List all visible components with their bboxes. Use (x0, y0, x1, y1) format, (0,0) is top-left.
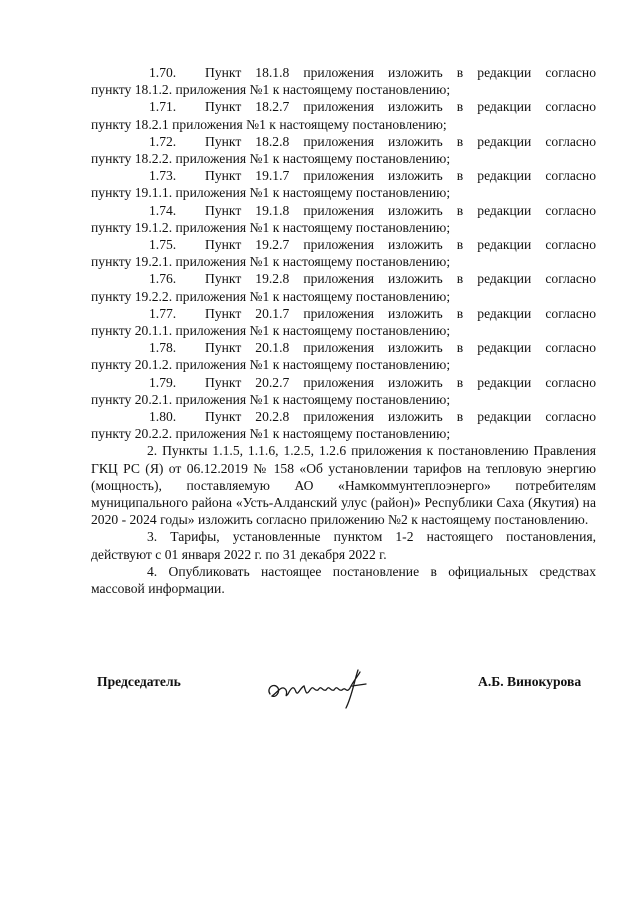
amendment-item-first-line (91, 374, 596, 391)
amendment-items-list (91, 64, 596, 442)
amendment-item-first-line (91, 339, 596, 356)
item-text-line2: пункту 19.2.2. приложения №1 к настоящему постановлению; (91, 288, 451, 304)
amendment-item-first-line (91, 270, 596, 287)
item-text-line1: Пункт 18.2.8 приложения изложить в редакции согласно (205, 133, 596, 149)
amendment-item (91, 202, 596, 236)
item-text-line2: пункту 20.2.2. приложения №1 к настоящему постановлению; (91, 426, 451, 442)
handwritten-signature (262, 662, 382, 712)
item-text-line2: пункту 19.2.1. приложения №1 к настоящему постановлению; (91, 254, 451, 270)
paragraph-3: 3. Тарифы, установленные пунктом 1-2 настоящего постановления, действуют с 01 января 2022 г. по 31 декабря 2022 г. (91, 529, 596, 562)
amendment-item (91, 133, 596, 167)
item-number: 1.79. (149, 374, 177, 390)
amendment-item-first-line (91, 202, 596, 219)
item-number: 1.73. (149, 168, 177, 184)
item-text-line1: Пункт 20.1.7 приложения изложить в редакции согласно (205, 305, 596, 321)
item-number: 1.76. (149, 271, 177, 287)
amendment-item (91, 236, 596, 270)
amendment-item (91, 305, 596, 339)
item-number: 1.71. (149, 99, 177, 115)
item-number: 1.75. (149, 237, 177, 253)
item-text-line2: пункту 20.1.2. приложения №1 к настоящему постановлению; (91, 357, 451, 373)
signatory-title: Председатель (97, 674, 181, 689)
item-number: 1.77. (149, 305, 177, 321)
item-text-line2: пункту 18.2.1 приложения №1 к настоящему постановлению; (91, 116, 447, 132)
item-text-line1: Пункт 20.1.8 приложения изложить в редакции согласно (205, 340, 596, 356)
amendment-item-first-line (91, 236, 596, 253)
amendment-item (91, 64, 596, 98)
amendment-item-first-line (91, 64, 596, 81)
amendment-item-first-line (91, 408, 596, 425)
amendment-item-first-line (91, 98, 596, 115)
amendment-item (91, 270, 596, 304)
item-text-line1: Пункт 19.1.8 приложения изложить в редакции согласно (205, 202, 596, 218)
amendment-item (91, 98, 596, 132)
paragraph-4: 4. Опубликовать настоящее постановление в официальных средствах массовой информации. (91, 563, 596, 597)
amendment-item (91, 167, 596, 201)
item-number: 1.70. (149, 65, 177, 80)
amendment-item (91, 374, 596, 408)
item-text-line2: пункту 19.1.2. приложения №1 к настоящему постановлению; (91, 219, 451, 235)
item-text-line1: Пункт 19.2.8 приложения изложить в редакции согласно (205, 271, 596, 287)
item-text-line2: пункту 18.1.2. приложения №1 к настоящему постановлению; (91, 82, 451, 98)
paragraph-2: 2. Пункты 1.1.5, 1.1.6, 1.2.5, 1.2.6 приложения к постановлению Правления ГКЦ РС (Я) от 06.12.2019 № 158 «Об установлении тарифов на тепловую энергию (мощность), поставляемую АО «Намкоммунтеплоэнерго» потребителям муниципального района «Усть-Алданский улус (район)» Республики Саха (Якутия) на 2020 - 2024 годы» изложить согласно приложению №2 к настоящему постановлению. (91, 443, 596, 528)
item-number: 1.72. (149, 133, 177, 149)
document-body (91, 64, 596, 597)
signatory-name: А.Б. Винокурова (478, 674, 582, 689)
item-text-line1: Пункт 18.1.8 приложения изложить в редакции согласно (205, 65, 596, 80)
amendment-item-first-line (91, 167, 596, 184)
amendment-item (91, 408, 596, 442)
item-text-line2: пункту 20.1.1. приложения №1 к настоящему постановлению; (91, 323, 451, 339)
item-text-line1: Пункт 20.2.8 приложения изложить в редакции согласно (205, 409, 596, 425)
amendment-item-first-line (91, 133, 596, 150)
item-text-line2: пункту 18.2.2. приложения №1 к настоящему постановлению; (91, 151, 451, 167)
item-text-line1: Пункт 19.2.7 приложения изложить в редакции согласно (205, 237, 596, 253)
item-text-line2: пункту 20.2.1. приложения №1 к настоящему постановлению; (91, 391, 451, 407)
item-number: 1.74. (149, 202, 177, 218)
amendment-item (91, 339, 596, 373)
item-number: 1.78. (149, 340, 177, 356)
item-text-line1: Пункт 19.1.7 приложения изложить в редакции согласно (205, 168, 596, 184)
signature-block (0, 662, 640, 712)
amendment-item-first-line (91, 305, 596, 322)
item-text-line1: Пункт 18.2.7 приложения изложить в редакции согласно (205, 99, 596, 115)
item-number: 1.80. (149, 409, 177, 425)
item-text-line1: Пункт 20.2.7 приложения изложить в редакции согласно (205, 374, 596, 390)
item-text-line2: пункту 19.1.1. приложения №1 к настоящему постановлению; (91, 185, 451, 201)
